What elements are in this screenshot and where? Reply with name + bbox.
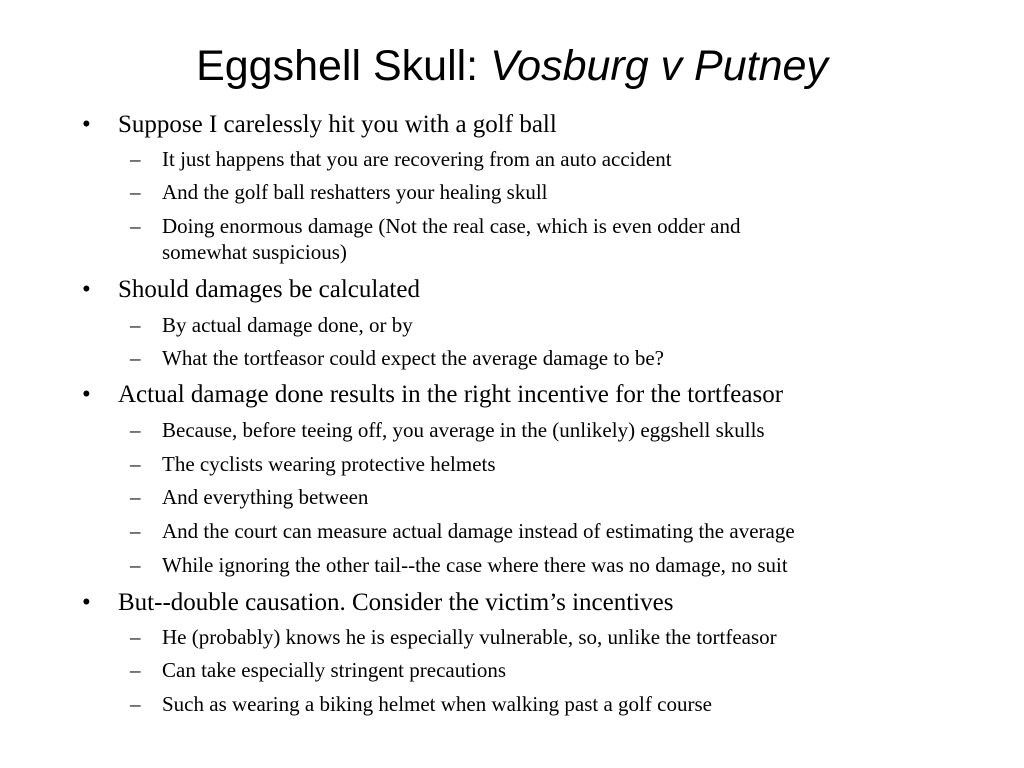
sub-point: What the tortfeasor could expect the average damage to be?	[162, 346, 665, 370]
dash-marker: –	[130, 692, 141, 716]
dash-marker: –	[130, 346, 141, 370]
dash-marker: –	[130, 658, 141, 682]
bullet-marker: •	[82, 111, 91, 138]
sub-point: And the golf ball reshatters your healing skull	[162, 180, 548, 204]
sub-point: Can take especially stringent precautions	[162, 658, 507, 682]
dash-marker: –	[130, 519, 141, 543]
dash-marker: –	[130, 313, 141, 337]
sub-point: While ignoring the other tail--the case where there was no damage, no suit	[162, 553, 788, 577]
dash-marker: –	[130, 214, 141, 238]
sub-point: And everything between	[162, 485, 369, 509]
bullet-point: Actual damage done results in the right incentive for the tortfeasor	[118, 381, 784, 408]
sub-point: Doing enormous damage (Not the real case, which is even odder and	[162, 214, 741, 238]
bullet-point: Suppose I carelessly hit you with a golf ball	[118, 111, 557, 138]
dash-marker: –	[130, 147, 141, 171]
dash-marker: –	[130, 452, 141, 476]
sub-point: Because, before teeing off, you average in the (unlikely) eggshell skulls	[162, 418, 765, 442]
dash-marker: –	[130, 625, 141, 649]
sub-point-continued: somewhat suspicious)	[162, 240, 347, 264]
sub-point: And the court can measure actual damage instead of estimating the average	[162, 519, 795, 543]
bullet-marker: •	[82, 381, 91, 408]
sub-point: It just happens that you are recovering from an auto accident	[162, 147, 672, 171]
sub-point: Such as wearing a biking helmet when walking past a golf course	[162, 692, 712, 716]
sub-point: The cyclists wearing protective helmets	[162, 452, 496, 476]
dash-marker: –	[130, 180, 141, 204]
bullet-marker: •	[82, 589, 91, 616]
slide-title-main: Eggshell Skull:	[196, 42, 491, 90]
dash-marker: –	[130, 418, 141, 442]
sub-point: He (probably) knows he is especially vulnerable, so, unlike the tortfeasor	[162, 625, 777, 649]
bullet-point: Should damages be calculated	[118, 276, 420, 303]
sub-point: By actual damage done, or by	[162, 313, 413, 337]
bullet-point: But--double causation. Consider the victim’s incentives	[118, 589, 674, 616]
dash-marker: –	[130, 553, 141, 577]
slide-title-case: Vosburg v Putney	[490, 42, 828, 90]
dash-marker: –	[130, 485, 141, 509]
bullet-marker: •	[82, 276, 91, 303]
